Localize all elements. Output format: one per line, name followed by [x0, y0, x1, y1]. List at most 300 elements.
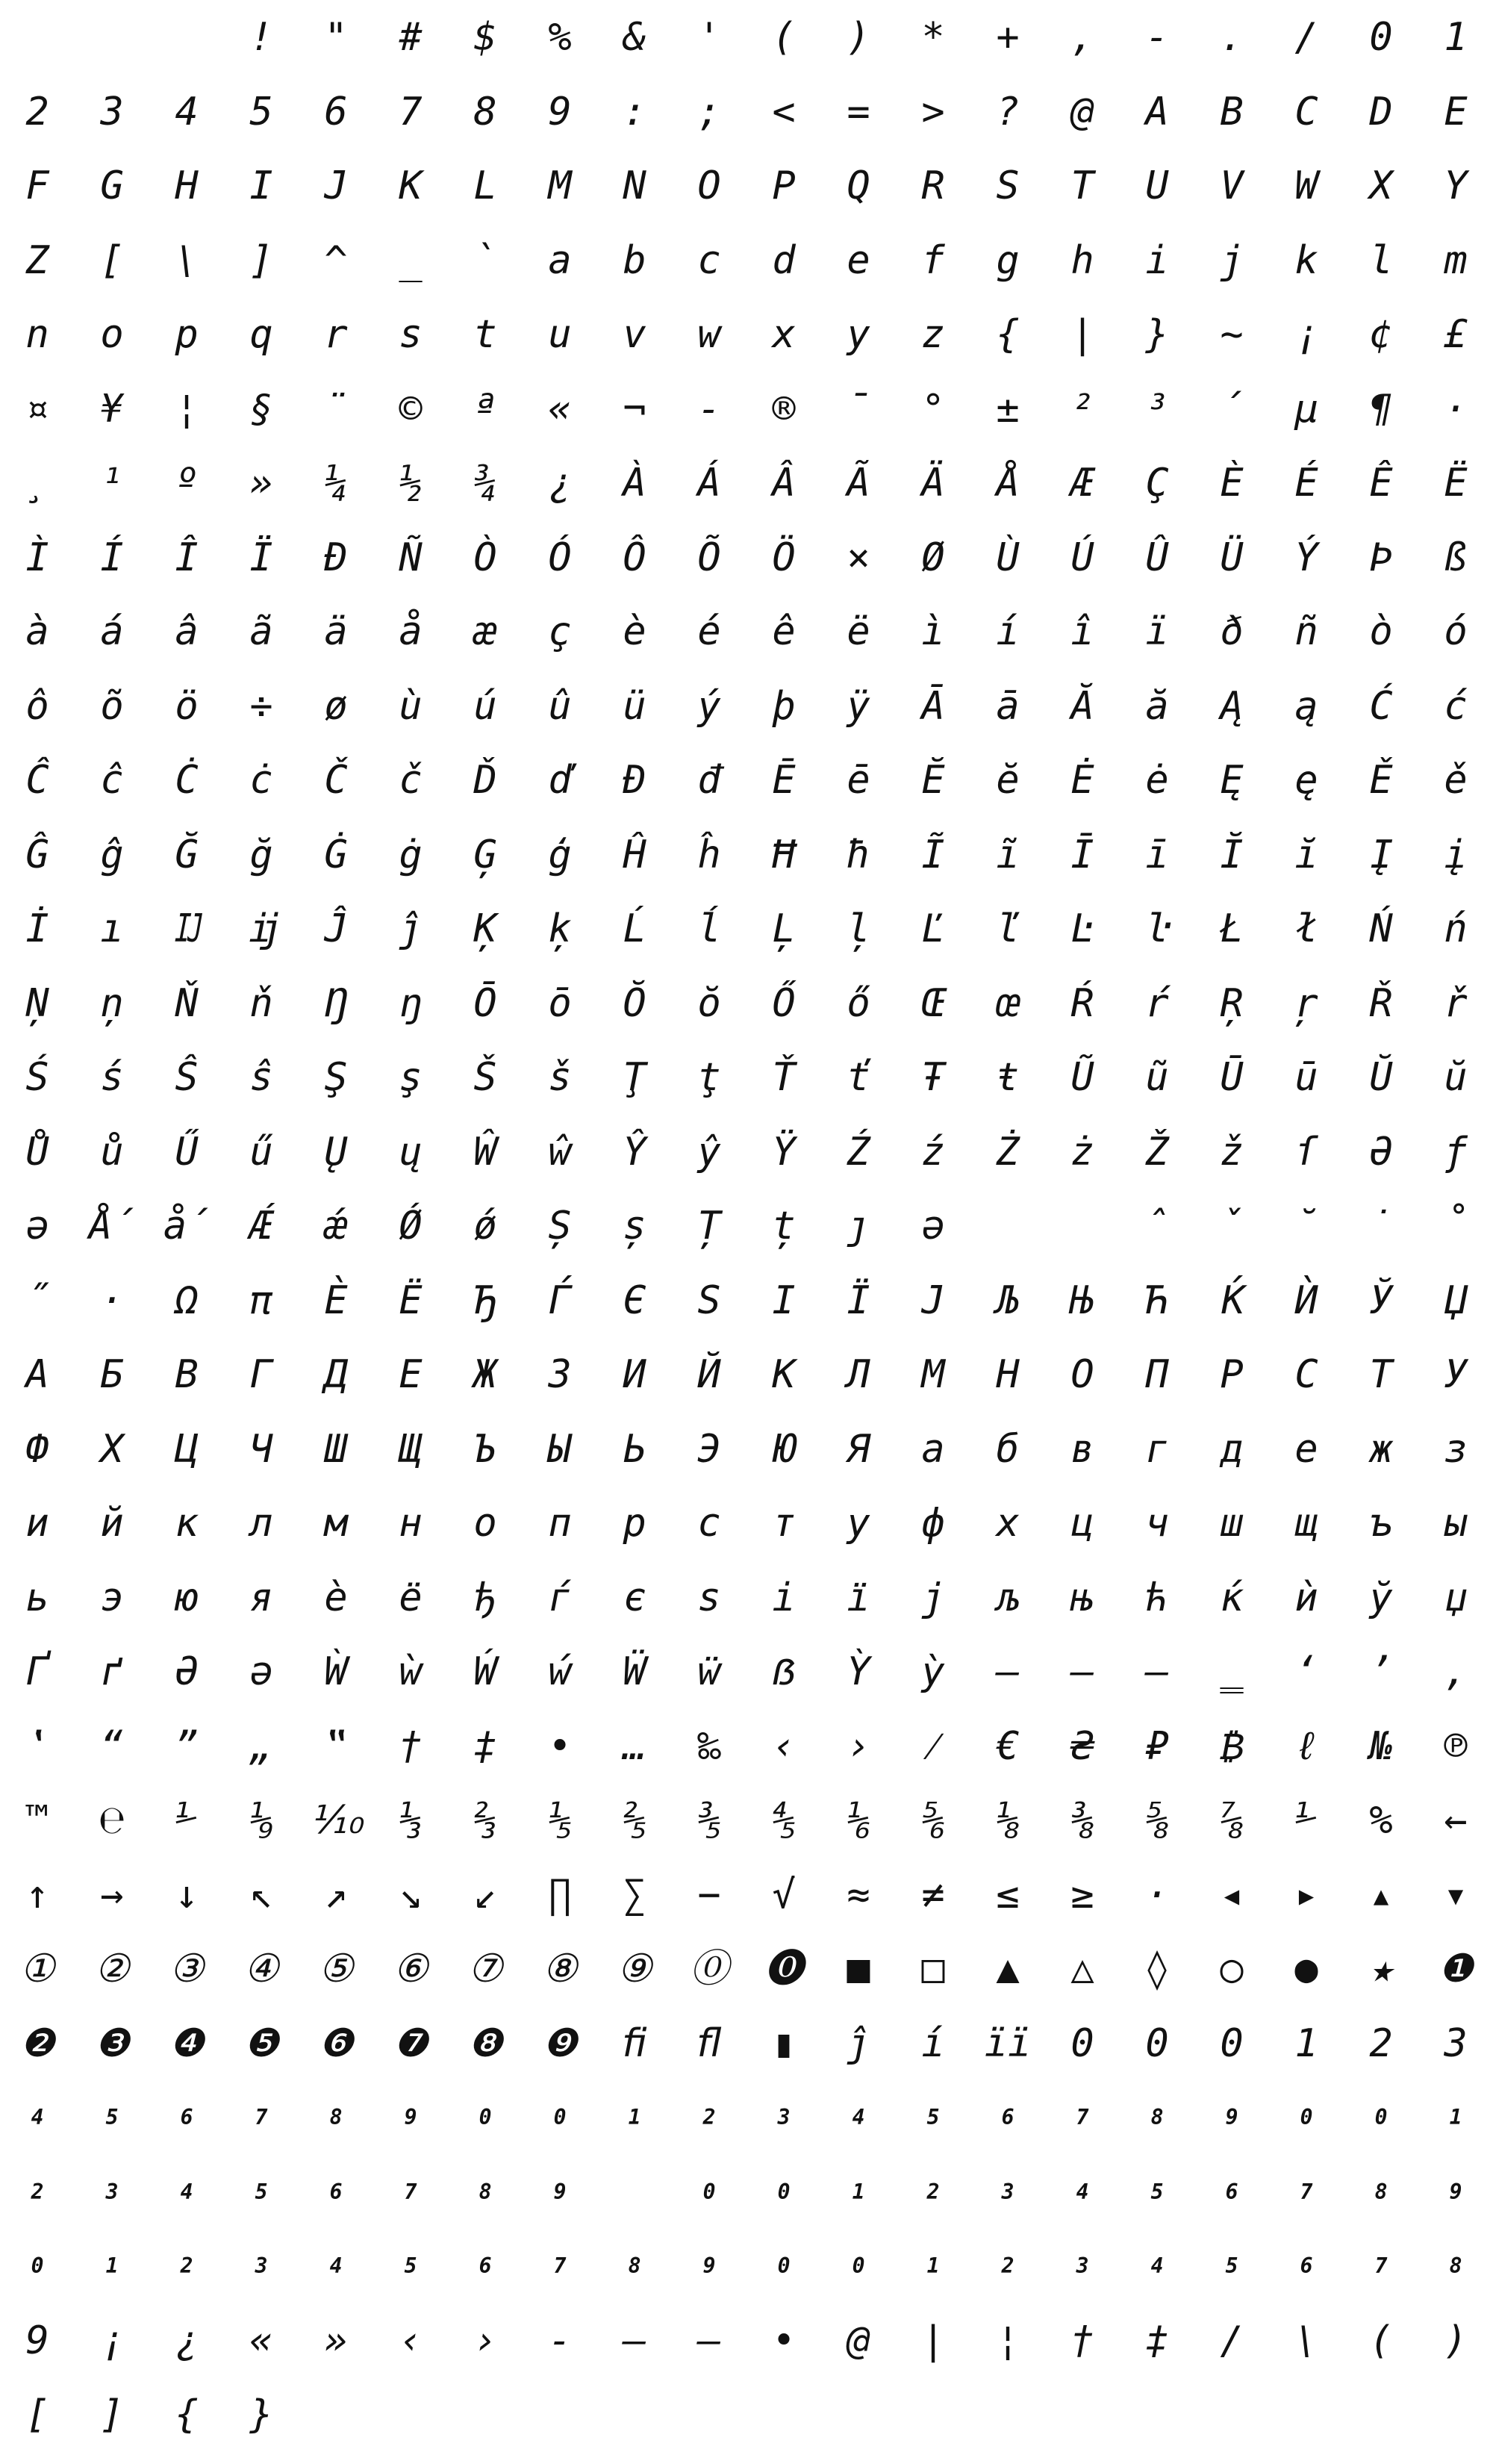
- glyph-cell: Ŗ: [1220, 980, 1244, 1026]
- glyph-cell: •: [548, 1723, 572, 1769]
- glyph-cell: ·: [1444, 386, 1468, 432]
- glyph-cell: ~: [1220, 311, 1244, 357]
- glyph-cell: /: [1220, 2318, 1244, 2363]
- glyph-cell: У: [1444, 1351, 1468, 1397]
- glyph-cell: Ŕ: [1070, 980, 1094, 1026]
- glyph-cell: ‟: [324, 1723, 348, 1769]
- glyph-row: [0, 1783, 1493, 1857]
- glyph-cell: ‹: [399, 2318, 423, 2363]
- glyph-cell: m: [1444, 237, 1468, 283]
- glyph-row: [0, 0, 1493, 74]
- glyph-cell: ´: [1220, 386, 1244, 432]
- glyph-cell: Î: [175, 535, 199, 580]
- glyph-cell: ø: [324, 683, 348, 729]
- glyph-cell: ↓: [175, 1872, 199, 1917]
- glyph-cell: ẅ: [697, 1649, 721, 1694]
- glyph-cell: ⅒: [309, 1797, 363, 1843]
- glyph-cell: Л: [847, 1351, 870, 1397]
- glyph-cell: п: [548, 1500, 572, 1546]
- glyph-cell: 7: [1300, 2179, 1313, 2204]
- glyph-cell: 3: [255, 2253, 268, 2278]
- glyph-cell: ś: [100, 1054, 124, 1100]
- glyph-cell: Ѓ: [548, 1278, 572, 1323]
- glyph-cell: Я: [847, 1426, 870, 1472]
- glyph-cell: p: [175, 311, 199, 357]
- glyph-cell: 3: [105, 2179, 119, 2204]
- glyph-cell: ”: [175, 1723, 199, 1769]
- glyph-cell: 0: [1220, 2020, 1244, 2066]
- glyph-cell: Ĺ: [623, 906, 646, 951]
- glyph-cell: ⅔: [473, 1797, 497, 1843]
- glyph-cell: Ô: [623, 535, 646, 580]
- glyph-cell: Ū: [1220, 1054, 1244, 1100]
- glyph-cell: [1045, 1189, 1120, 1263]
- glyph-cell: ų: [399, 1129, 423, 1175]
- glyph-cell: Y: [1444, 163, 1468, 208]
- glyph-cell: ïï: [984, 2020, 1032, 2066]
- glyph-cell: 2: [1369, 2020, 1393, 2066]
- glyph-cell: ť: [847, 1054, 870, 1100]
- glyph-cell: Ŝ: [175, 1054, 199, 1100]
- glyph-cell: д: [1220, 1426, 1244, 1472]
- glyph-cell: Ê: [1369, 460, 1393, 505]
- glyph-cell: ђ: [473, 1575, 497, 1620]
- glyph-cell: ©: [399, 386, 423, 432]
- glyph-cell: ф: [921, 1500, 945, 1546]
- glyph-cell: ¤: [25, 386, 49, 432]
- glyph-cell: Ỳ: [847, 1649, 870, 1694]
- glyph-cell: ¡: [1294, 311, 1318, 357]
- glyph-cell: L: [473, 163, 497, 208]
- glyph-cell: ﬂ: [697, 2020, 721, 2066]
- glyph-cell: Ý: [1294, 535, 1318, 580]
- glyph-cell: õ: [100, 683, 124, 729]
- glyph-cell: Ĉ: [25, 757, 49, 803]
- glyph-cell: 5: [404, 2253, 417, 2278]
- glyph-cell: r: [324, 311, 348, 357]
- glyph-cell: ⅗: [697, 1797, 721, 1843]
- glyph-cell: ⑤: [318, 1946, 354, 1991]
- glyph-cell: □: [921, 1946, 945, 1991]
- glyph-cell: @: [847, 2318, 870, 2363]
- glyph-cell: Ņ: [25, 980, 49, 1026]
- glyph-cell: [0, 0, 75, 74]
- glyph-cell: ¸: [25, 460, 49, 505]
- glyph-cell: e: [847, 237, 870, 283]
- glyph-cell: ĳ: [249, 906, 273, 951]
- glyph-row: [0, 1634, 1493, 1708]
- glyph-cell: ц: [1070, 1500, 1094, 1546]
- glyph-cell: ĕ: [996, 757, 1020, 803]
- glyph-cell: [: [100, 237, 124, 283]
- glyph-cell: ķ: [548, 906, 572, 951]
- glyph-cell: Ą: [1220, 683, 1244, 729]
- glyph-cell: 0: [1374, 2104, 1388, 2129]
- glyph-cell: ): [1444, 2318, 1468, 2363]
- glyph-cell: ‡: [473, 1723, 497, 1769]
- glyph-cell: 0: [1300, 2104, 1313, 2129]
- glyph-cell: 0: [777, 2253, 791, 2278]
- glyph-cell: Е: [399, 1351, 423, 1397]
- glyph-cell: …: [623, 1723, 646, 1769]
- glyph-cell: ˚: [1444, 1203, 1468, 1248]
- glyph-cell: Ì: [25, 535, 49, 580]
- glyph-cell: &: [623, 14, 646, 60]
- glyph-cell: №: [1369, 1723, 1393, 1769]
- glyph-cell: ә: [249, 1649, 273, 1694]
- glyph-cell: ²: [1070, 386, 1094, 432]
- glyph-cell: ă: [1145, 683, 1169, 729]
- glyph-cell: {: [996, 311, 1020, 357]
- glyph-cell: ú: [473, 683, 497, 729]
- glyph-cell: [75, 0, 149, 74]
- glyph-cell: w: [697, 311, 721, 357]
- glyph-row: [0, 446, 1493, 520]
- glyph-cell: ⅓: [399, 1797, 423, 1843]
- glyph-cell: 4: [329, 2253, 343, 2278]
- glyph-cell: Н: [996, 1351, 1020, 1397]
- glyph-cell: ←: [1444, 1797, 1468, 1843]
- glyph-cell: Q: [847, 163, 870, 208]
- glyph-cell: s: [399, 311, 423, 357]
- glyph-cell: Љ: [996, 1278, 1020, 1323]
- glyph-cell: Ă: [1070, 683, 1094, 729]
- glyph-cell: Ĳ: [175, 906, 199, 951]
- glyph-cell: Ť: [772, 1054, 796, 1100]
- glyph-cell: ö: [175, 683, 199, 729]
- glyph-cell: “: [100, 1723, 124, 1769]
- glyph-cell: A: [1145, 89, 1169, 134]
- glyph-cell: 8: [1150, 2104, 1164, 2129]
- glyph-cell: |: [1070, 311, 1094, 357]
- glyph-cell: ·: [1145, 1872, 1169, 1917]
- glyph-cell: 5: [105, 2104, 119, 2129]
- glyph-cell: [970, 2377, 1045, 2451]
- glyph-row: [0, 594, 1493, 668]
- glyph-cell: Ò: [473, 535, 497, 580]
- glyph-cell: Ћ: [1145, 1278, 1169, 1323]
- glyph-cell: ẁ: [399, 1649, 423, 1694]
- glyph-cell: ћ: [1145, 1575, 1169, 1620]
- glyph-cell: 4: [31, 2104, 44, 2129]
- glyph-cell: ―: [1145, 1649, 1169, 1694]
- glyph-cell: ž: [1220, 1129, 1244, 1175]
- glyph-cell: ˆ: [1145, 1203, 1169, 1248]
- glyph-cell: ů: [100, 1129, 124, 1175]
- glyph-cell: а: [921, 1426, 945, 1472]
- glyph-cell: -: [1145, 14, 1169, 60]
- glyph-cell: »: [324, 2318, 348, 2363]
- glyph-cell: 0: [702, 2179, 716, 2204]
- glyph-cell: l: [1369, 237, 1393, 283]
- glyph-cell: _: [399, 237, 423, 283]
- glyph-cell: ⓿: [764, 1946, 803, 1991]
- glyph-cell: в: [1070, 1426, 1094, 1472]
- glyph-cell: 6: [1300, 2253, 1313, 2278]
- glyph-cell: Ŋ: [324, 980, 348, 1026]
- glyph-cell: →: [100, 1872, 124, 1917]
- glyph-cell: ĥ: [697, 832, 721, 877]
- glyph-cell: f: [921, 237, 945, 283]
- glyph-cell: ĝ: [100, 832, 124, 877]
- glyph-cell: І: [772, 1278, 796, 1323]
- glyph-cell: ȷ: [847, 1203, 870, 1248]
- glyph-cell: б: [996, 1426, 1020, 1472]
- glyph-cell: м: [324, 1500, 348, 1546]
- glyph-cell: t: [473, 311, 497, 357]
- glyph-cell: 9: [1449, 2179, 1462, 2204]
- glyph-cell: Ẁ: [324, 1649, 348, 1694]
- glyph-cell: Ė: [1070, 757, 1094, 803]
- glyph-cell: ī: [1145, 832, 1169, 877]
- glyph-cell: æ: [473, 609, 497, 654]
- glyph-cell: 8: [473, 89, 497, 134]
- glyph-cell: т: [772, 1500, 796, 1546]
- glyph-row: [0, 2080, 1493, 2154]
- glyph-cell: ∑: [623, 1872, 646, 1917]
- glyph-cell: ï: [1145, 609, 1169, 654]
- glyph-cell: ŋ: [399, 980, 423, 1026]
- glyph-cell: ): [847, 14, 870, 60]
- glyph-cell: Ď: [473, 757, 497, 803]
- glyph-cell: (: [1369, 2318, 1393, 2363]
- glyph-cell: —: [1070, 1649, 1094, 1694]
- glyph-cell: [597, 2377, 672, 2451]
- glyph-cell: Ŏ: [623, 980, 646, 1026]
- glyph-cell: Ŷ: [623, 1129, 646, 1175]
- glyph-cell: ₿: [1220, 1723, 1244, 1769]
- glyph-cell: Ж: [473, 1351, 497, 1397]
- glyph-cell: [448, 2377, 523, 2451]
- glyph-cell: 3: [100, 89, 124, 134]
- glyph-cell: W: [1294, 163, 1318, 208]
- glyph-cell: э: [100, 1575, 124, 1620]
- glyph-cell: ģ: [548, 832, 572, 877]
- glyph-cell: 3: [777, 2104, 791, 2129]
- glyph-cell: ű: [249, 1129, 273, 1175]
- glyph-cell: ļ: [847, 906, 870, 951]
- glyph-cell: 3: [1076, 2253, 1089, 2278]
- glyph-cell: Ы: [548, 1426, 572, 1472]
- glyph-cell: ⑧: [542, 1946, 578, 1991]
- glyph-cell: ſ: [1294, 1129, 1318, 1175]
- glyph-cell: þ: [772, 683, 796, 729]
- glyph-cell: ≥: [1070, 1872, 1094, 1917]
- glyph-cell: ẃ: [548, 1649, 572, 1694]
- glyph-cell: ③: [169, 1946, 205, 1991]
- glyph-cell: c: [697, 237, 721, 283]
- glyph-cell: Č: [324, 757, 348, 803]
- glyph-cell: 5: [255, 2179, 268, 2204]
- glyph-cell: £: [1444, 311, 1468, 357]
- glyph-cell: ⅝: [1145, 1797, 1169, 1843]
- glyph-cell: Ѕ: [697, 1278, 721, 1323]
- glyph-cell: ý: [697, 683, 721, 729]
- glyph-cell: ": [324, 14, 348, 60]
- glyph-row: [0, 149, 1493, 223]
- glyph-cell: ō: [548, 980, 572, 1026]
- glyph-cell: ē: [847, 757, 870, 803]
- glyph-row: [0, 1932, 1493, 2006]
- glyph-cell: $: [473, 14, 497, 60]
- glyph-cell: ≠: [921, 1872, 945, 1917]
- glyph-row: [0, 818, 1493, 892]
- glyph-cell: △: [1070, 1946, 1094, 1991]
- glyph-cell: ü: [623, 683, 646, 729]
- glyph-cell: ›: [847, 1723, 870, 1769]
- glyph-cell: 7: [404, 2179, 417, 2204]
- glyph-cell: è: [623, 609, 646, 654]
- glyph-cell: Ś: [25, 1054, 49, 1100]
- glyph-cell: q: [249, 311, 273, 357]
- glyph-cell: Ļ: [772, 906, 796, 951]
- glyph-cell: ❾: [542, 2020, 578, 2066]
- glyph-cell: %: [1369, 1797, 1393, 1843]
- glyph-cell: Х: [100, 1426, 124, 1472]
- glyph-cell: −: [697, 1872, 721, 1917]
- glyph-cell: М: [921, 1351, 945, 1397]
- glyph-cell: ß: [1444, 535, 1468, 580]
- glyph-cell: ‹: [772, 1723, 796, 1769]
- glyph-cell: ё: [399, 1575, 423, 1620]
- glyph-cell: ę: [1294, 757, 1318, 803]
- glyph-cell: n: [25, 311, 49, 357]
- glyph-cell: d: [772, 237, 796, 283]
- glyph-cell: 7: [1374, 2253, 1388, 2278]
- glyph-cell: Đ: [623, 757, 646, 803]
- glyph-cell: π: [249, 1278, 273, 1323]
- glyph-row: [0, 669, 1493, 743]
- glyph-cell: ќ: [1220, 1575, 1244, 1620]
- glyph-cell: ‡: [1145, 2318, 1169, 2363]
- glyph-cell: Û: [1145, 535, 1169, 580]
- glyph-cell: #: [399, 14, 423, 60]
- glyph-cell: ǽ: [324, 1203, 348, 1248]
- glyph-cell: į: [1444, 832, 1468, 877]
- glyph-cell: .: [1220, 14, 1244, 60]
- glyph-cell: Ć: [1369, 683, 1393, 729]
- glyph-cell: ¼: [324, 460, 348, 505]
- glyph-cell: Ű: [175, 1129, 199, 1175]
- glyph-cell: ∏: [548, 1872, 572, 1917]
- glyph-cell: 7: [255, 2104, 268, 2129]
- glyph-cell: S: [996, 163, 1020, 208]
- glyph-cell: Ẃ: [473, 1649, 497, 1694]
- glyph-row: [0, 1858, 1493, 1932]
- glyph-cell: g: [996, 237, 1020, 283]
- glyph-cell: Ŧ: [921, 1054, 945, 1100]
- glyph-cell: §: [249, 386, 273, 432]
- glyph-cell: 0: [31, 2253, 44, 2278]
- glyph-cell: ;: [697, 89, 721, 134]
- glyph-cell: 1: [105, 2253, 119, 2278]
- glyph-cell: Ţ: [623, 1054, 646, 1100]
- glyph-cell: ĵ: [399, 906, 423, 951]
- glyph-cell: √: [772, 1872, 796, 1917]
- glyph-cell: u: [548, 311, 572, 357]
- glyph-cell: З: [548, 1351, 572, 1397]
- glyph-cell: İ: [25, 906, 49, 951]
- glyph-row: [0, 2155, 1493, 2229]
- glyph-cell: Ĵ: [324, 906, 348, 951]
- glyph-cell: V: [1220, 163, 1244, 208]
- glyph-cell: 8: [329, 2104, 343, 2129]
- glyph-cell: «: [548, 386, 572, 432]
- glyph-cell: C: [1294, 89, 1318, 134]
- glyph-cell: ь: [25, 1575, 49, 1620]
- glyph-cell: ‗: [1220, 1649, 1244, 1694]
- glyph-cell: —: [697, 2318, 721, 2363]
- glyph-cell: Ġ: [324, 832, 348, 877]
- glyph-cell: 6: [324, 89, 348, 134]
- glyph-cell: 3: [1001, 2179, 1014, 2204]
- glyph-cell: À: [623, 460, 646, 505]
- glyph-cell: Ñ: [399, 535, 423, 580]
- glyph-cell: ż: [1070, 1129, 1094, 1175]
- glyph-cell: 6: [329, 2179, 343, 2204]
- glyph-cell: –: [996, 1649, 1020, 1694]
- glyph-cell: N: [623, 163, 646, 208]
- glyph-cell: đ: [697, 757, 721, 803]
- glyph-cell: Ë: [1444, 460, 1468, 505]
- glyph-cell: ₽: [1145, 1723, 1169, 1769]
- glyph-cell: \: [175, 237, 199, 283]
- glyph-cell: ǻ: [163, 1203, 211, 1248]
- glyph-cell: ч: [1145, 1500, 1169, 1546]
- glyph-cell: 4: [1150, 2253, 1164, 2278]
- glyph-cell: *: [921, 14, 945, 60]
- glyph-cell: ò: [1369, 609, 1393, 654]
- glyph-cell: и: [25, 1500, 49, 1546]
- glyph-cell: Ó: [548, 535, 572, 580]
- glyph-cell: Ј: [921, 1278, 945, 1323]
- glyph-cell: ↑: [25, 1872, 49, 1917]
- glyph-cell: E: [1444, 89, 1468, 134]
- glyph-cell: ℮: [100, 1797, 124, 1843]
- glyph-row: [0, 2006, 1493, 2080]
- glyph-cell: 0: [777, 2179, 791, 2204]
- glyph-cell: 6: [1001, 2104, 1014, 2129]
- glyph-cell: b: [623, 237, 646, 283]
- glyph-cell: ②: [94, 1946, 130, 1991]
- glyph-cell: 5: [926, 2104, 940, 2129]
- glyph-cell: Ф: [25, 1426, 49, 1472]
- glyph-cell: ⅞: [1220, 1797, 1244, 1843]
- glyph-cell: ●: [1294, 1946, 1318, 1991]
- glyph-cell: µ: [1294, 386, 1318, 432]
- glyph-cell: Š: [473, 1054, 497, 1100]
- glyph-cell: ỳ: [921, 1649, 945, 1694]
- glyph-cell: ˘: [1294, 1203, 1318, 1248]
- glyph-cell: ¦: [996, 2318, 1020, 2363]
- glyph-cell: 6: [180, 2104, 193, 2129]
- glyph-cell: 9: [25, 2318, 49, 2363]
- glyph-cell: 2: [926, 2179, 940, 2204]
- glyph-cell: ▸: [1294, 1872, 1318, 1917]
- glyph-cell: ⓪: [689, 1946, 729, 1991]
- glyph-cell: ƒ: [1444, 1129, 1468, 1175]
- glyph-cell: ⑦: [467, 1946, 503, 1991]
- glyph-cell: ‰: [697, 1723, 721, 1769]
- glyph-cell: †: [1070, 2318, 1094, 2363]
- glyph-cell: °: [921, 386, 945, 432]
- glyph-cell: [1344, 2377, 1418, 2451]
- glyph-cell: ④: [243, 1946, 279, 1991]
- glyph-cell: [970, 1189, 1045, 1263]
- glyph-cell: ◂: [1220, 1872, 1244, 1917]
- glyph-cell: ŵ: [548, 1129, 572, 1175]
- glyph-cell: 4: [175, 89, 199, 134]
